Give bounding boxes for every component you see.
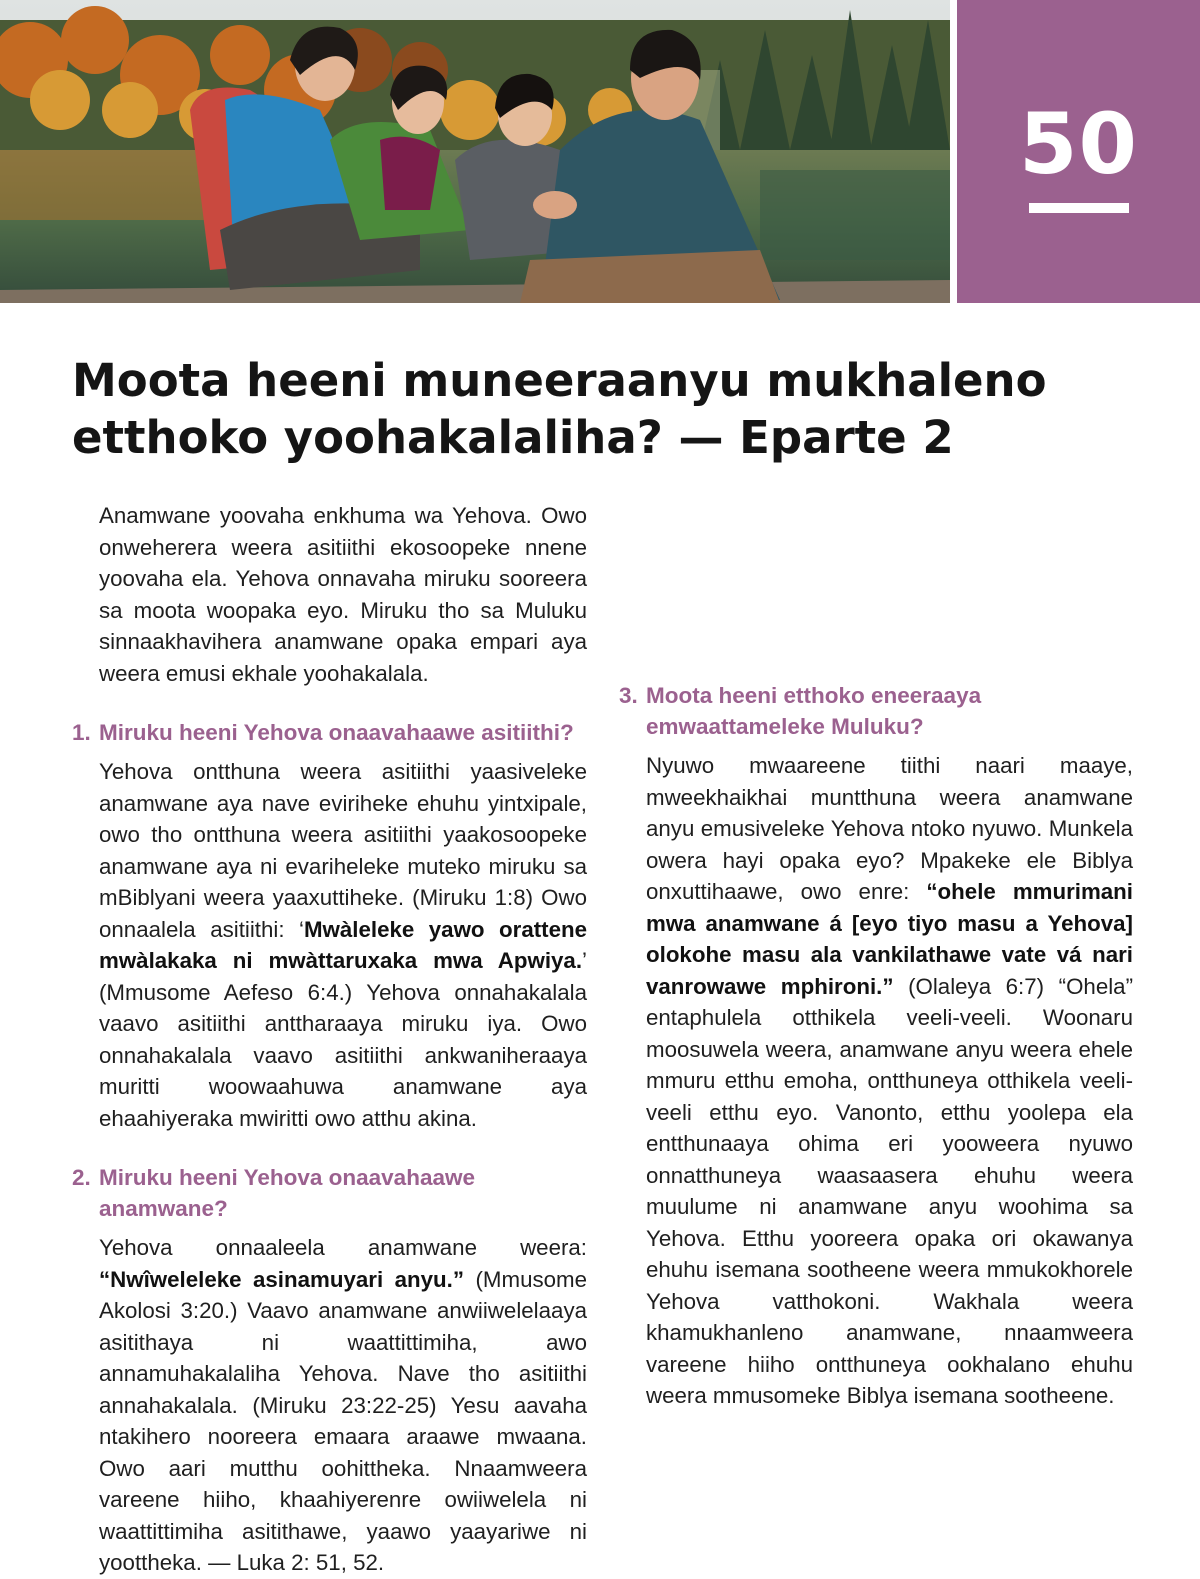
left-column xyxy=(72,500,587,1579)
answer-3-text-before: Nyuwo mwaareene tiithi naari maaye, mweekhaikhai muntthuna weera anamwane anyu emusiveleke Yehova ntoko nyuwo. Munkela owera hayi opaka eyo? Mpakeke ele Biblya onxuttihaawe, owo enre: xyxy=(646,753,1133,904)
answer-1-scripture-quote: Mwàleleke yawo orattene mwàlakaka ni mwàttaruxaka mwa Apwiya. xyxy=(99,916,587,973)
answer-2-scripture-quote: “Nwîweleleke asinamuyari anyu.” xyxy=(99,1266,465,1292)
question-2 xyxy=(72,1162,587,1224)
hero-photo xyxy=(0,0,950,303)
page-title: Moota heeni muneeraanyu mukhaleno etthoko yoohakalaliha? — Eparte 2 xyxy=(72,354,1047,464)
question-3 xyxy=(619,680,1133,742)
lesson-number-underline xyxy=(1029,203,1129,213)
question-1-text: Miruku heeni Yehova onaavahaawe asitiithi? xyxy=(99,720,574,745)
answer-3-scripture-quote: “ohele mmurimani mwa anamwane á [eyo tiyo masu a Yehova] olokohe masu ala vankilathawe vate vá nari vanrowawe mphironi.” xyxy=(646,879,1134,999)
question-3-number: 3. xyxy=(619,683,638,708)
question-2-text: Miruku heeni Yehova onaavahaawe anamwane? xyxy=(99,1165,475,1221)
question-3-text: Moota heeni etthoko eneeraaya emwaattameleke Muluku? xyxy=(646,683,982,739)
right-column xyxy=(619,500,1133,1412)
answer-2-paragraph xyxy=(72,1232,587,1579)
answer-2-text-after: (Mmusome Akolosi 3:20.) Vaavo anamwane anwiiwelelaaya asitithaya ni waattittimiha, awo annamuhakalaliha Yehova. Nave tho asitiithi annahakalala. (Miruku 23:22-25) Yesu aavaha ntakihero nooreera emaara araawe mwaana. Owo aari mutthu oohittheka. Nnaamweera vareene hiiho, khaahiyerenre owiiwelela ni waattittimiha asitithawe, yaawo yaayariwe ni yoottheka. — Luka 2: 51, 52. xyxy=(99,1266,587,1575)
answer-2-text-before: Yehova onnaaleela anamwane weera: xyxy=(99,1235,587,1260)
intro-paragraph: Anamwane yoovaha enkhuma wa Yehova. Owo onweherera weera asitiithi ekosoopeke nnene yoovaha ela. Yehova onnavaha miruku sooreera sa moota woopaka eyo. Miruku tho sa Muluku sinnaakhavihera anamwane opaka empari aya weera emusi ekhale yoohakalala. xyxy=(99,503,587,686)
answer-1-paragraph xyxy=(72,756,587,1134)
question-1 xyxy=(72,717,587,748)
answer-1-text-after: ’ (Mmusome Aefeso 6:4.) Yehova onnahakalala vaavo asitiithi anttharaaya miruku iya. Owo onnahakalala vaavo asitiithi ankwaniheraaya muritti woowaahuwa anamwane aya ehaahiyeraka mwiritti owo atthu akina. xyxy=(99,948,587,1131)
lesson-number-badge xyxy=(957,0,1200,303)
answer-1-text-before: Yehova ontthuna weera asitiithi yaasiveleke anamwane aya nave eviriheke ehuhu yintxipale, owo tho ontthuna weera asitiithi yaakosoopeke anamwane aya ni evariheleke muteko miruku sa mBiblyani weera yaaxuttiheke. (Miruku 1:8) Owo onnaalela asitiithi: ‘ xyxy=(99,759,587,942)
question-1-number: 1. xyxy=(72,720,91,745)
answer-3-text-after: (Olaleya 6:7) “Ohela” entaphulela otthikela veeli-veeli. Woonaru moosuwela weera, anamwane anyu weera ehele mmuru etthu emoha, ontthuneya otthikela veeli-veeli etthu eyo. Vanonto, etthu yoolepa ela entthunaaya ohima eri yooweera nyuwo onnatthuneya waasaasera ehuhu weera muulume ni anamwane anyu woohima sa Yehova. Etthu yooreera opaka ori okawanya ehuhu isemana sootheene weera mmukokhorele Yehova vatthokoni. Wakhala weera khamukhanleno anamwane, nnaamweera vareene hiiho ontthuneya ookhalano ehuhu weera mmusomeke Biblya isemana sootheene. xyxy=(646,973,1133,1408)
answer-3-paragraph xyxy=(619,750,1133,1412)
lesson-number: 50 xyxy=(1019,95,1138,193)
question-2-number: 2. xyxy=(72,1165,91,1190)
